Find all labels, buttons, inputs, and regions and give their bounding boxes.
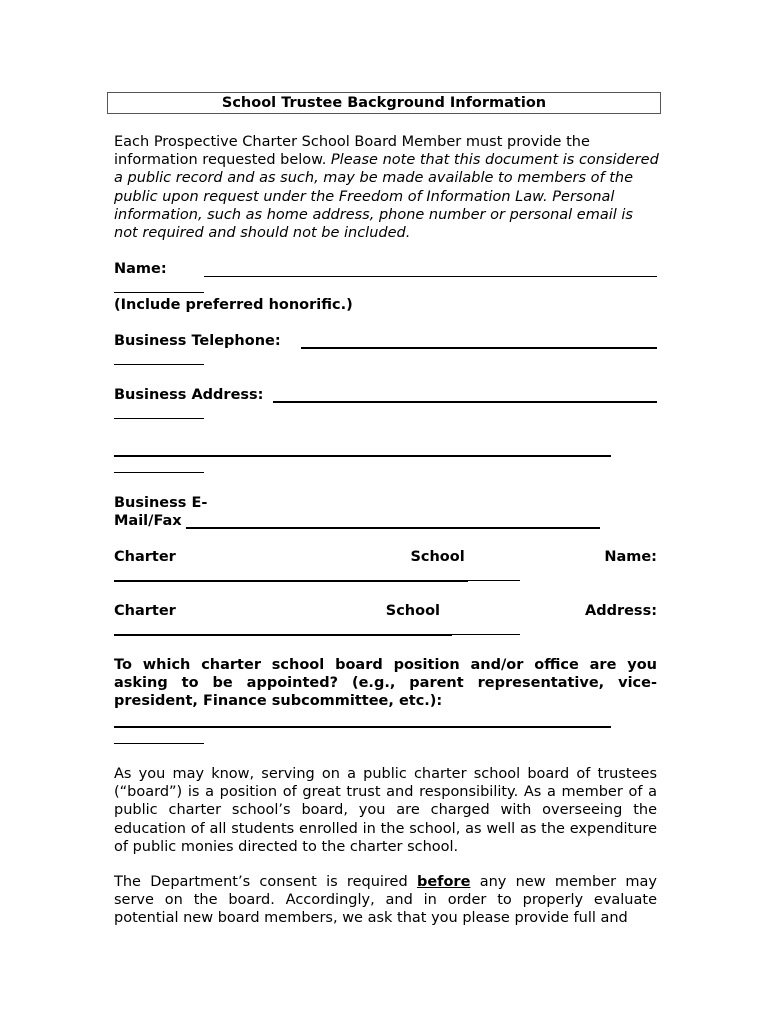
business-email-input-line[interactable]	[186, 527, 600, 529]
business-address-input-line[interactable]	[273, 401, 657, 403]
business-telephone-input-line[interactable]	[301, 347, 657, 349]
charter-school-name-label	[114, 548, 657, 566]
business-email-label-line2: Mail/Fax	[114, 513, 182, 529]
charter-school-name-line-continuation[interactable]	[468, 580, 520, 581]
name-input-line-continuation[interactable]	[114, 292, 204, 293]
charter-school-name-word3: Name:	[604, 549, 657, 565]
charter-school-name-word2: School	[410, 549, 465, 565]
name-label: Name:	[114, 261, 167, 277]
charter-school-address-line-continuation[interactable]	[452, 634, 520, 635]
honorific-note: (Include preferred honorific.)	[114, 297, 353, 313]
intro-plain-text: Each Prospective Charter School Board Member must provide the information requested below.	[114, 134, 590, 169]
department-consent-paragraph	[114, 873, 657, 928]
intro-paragraph	[114, 133, 659, 242]
trustee-responsibility-paragraph: As you may know, serving on a public charter school board of trustees (“board”) is a position of great trust and responsibility. As a member of a public charter school’s board, you are charged with overseeing the education of all students enrolled in the school, as well as the expenditure of public monies directed to the charter school.	[114, 766, 657, 855]
business-address-second-line-continuation[interactable]	[114, 472, 204, 473]
charter-school-address-label	[114, 602, 657, 620]
board-position-question: To which charter school board position and/or office are you asking to be appointed? (e.g., parent representative, vice-president, Finance subcommittee, etc.):	[114, 657, 657, 710]
consent-text-after: any new member may serve on the board. Accordingly, and in order to properly evaluate potential new board members, we ask that you please provide full and	[114, 874, 657, 927]
board-position-input-line[interactable]	[114, 726, 611, 728]
business-email-label-line1: Business E-	[114, 495, 208, 511]
charter-school-name-input-line[interactable]	[114, 580, 468, 582]
consent-text-before: The Department’s consent is required	[114, 874, 417, 890]
charter-school-address-word3: Address:	[584, 603, 657, 619]
business-telephone-label: Business Telephone:	[114, 333, 281, 349]
charter-school-address-input-line[interactable]	[114, 634, 452, 636]
consent-emphasis-before: before	[416, 874, 471, 890]
business-telephone-line-continuation[interactable]	[114, 364, 204, 365]
document-title: School Trustee Background Information	[107, 92, 661, 114]
business-address-line-continuation[interactable]	[114, 418, 204, 419]
intro-italic-notice: Please note that this document is considered a public record and as such, may be made available to members of the public upon request under the Freedom of Information Law. Personal information, such as home address, phone number or personal email is not required and should not be included.	[114, 152, 659, 242]
charter-school-address-word1: Charter	[114, 603, 176, 619]
charter-school-address-word2: School	[385, 603, 441, 619]
business-address-second-line[interactable]	[114, 455, 611, 457]
business-address-label: Business Address:	[114, 387, 264, 403]
name-input-line[interactable]	[204, 276, 657, 277]
board-position-line-continuation[interactable]	[114, 743, 204, 744]
charter-school-name-word1: Charter	[114, 549, 176, 565]
